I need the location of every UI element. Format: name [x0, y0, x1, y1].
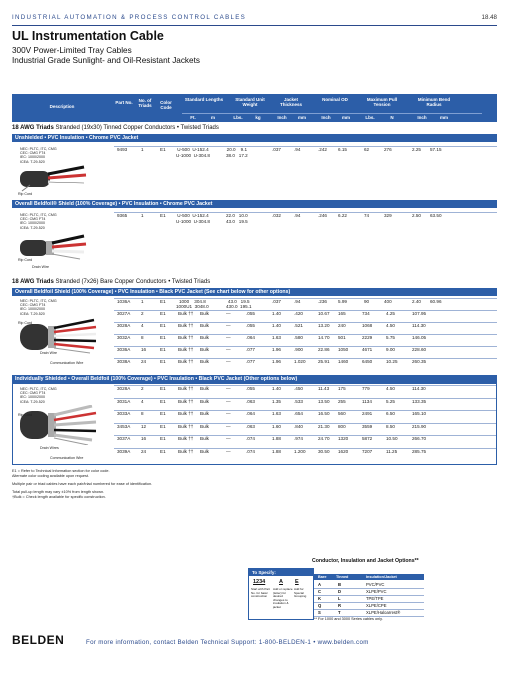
s2-overall-r0-c6: .94 [294, 299, 301, 304]
s2-individual-frame [12, 383, 497, 465]
s1-r2-pull-lbs: 74 [364, 213, 370, 218]
s2-individual-r5-c10: 1620 [338, 448, 349, 454]
col-max-pull: Maximum Pull Tension [366, 97, 398, 107]
unit: mm [341, 115, 350, 120]
s2-individual-r3-c8: .840 [294, 423, 303, 429]
s2-overall-r5-c0: 3038A [117, 359, 131, 364]
s2-overall-r2-c11: 1068 [362, 323, 373, 328]
s2-overall-r3-c13: 146.05 [412, 335, 427, 340]
s1-r2-part: 9365 [117, 213, 128, 218]
s2-overall-r1-c9: 10.67 [318, 311, 330, 316]
s2-overall-r0-c7: .236 [318, 299, 327, 304]
to-specify-title: To Specify: [249, 569, 313, 576]
s1-r1-jacket-mm: .94 [294, 147, 301, 152]
s2-individual-r4-c3: Bulk †† [178, 436, 194, 441]
option-row-2-tinned: L [338, 596, 341, 601]
s2-overall-r5-c4: Bulk [200, 359, 209, 364]
s2-individual-r4-c13: 266.70 [412, 436, 427, 441]
s2-overall-r2-c5: — [226, 323, 231, 328]
unit: Ft. [190, 115, 196, 120]
s2-individual-r3-c13: 215.90 [412, 423, 427, 429]
s2-individual-r2-c5: — [226, 411, 231, 416]
s2-overall-r1-c8: .420 [294, 311, 303, 316]
s2-spec-1: NEC: PLTC, ITC, CMG CEC: CMG FT4 IEC: 1000/2000 ICEA: T-29-520 [20, 299, 57, 316]
subtitle-1: 300V Power-Limited Tray Cables [12, 46, 132, 55]
s2-overall-r0-c3: 1000 304.8 1000U1 3048.0 [176, 299, 209, 310]
s1-r1-color: E1 [160, 147, 166, 152]
s1-r2-jacket-in: .032 [272, 213, 281, 218]
s2-individual-r5-c6: .074 [246, 448, 255, 454]
s2-overall-r5-c9: 25.91 [318, 359, 330, 364]
s2-individual-r0-c9: 11.43 [318, 386, 330, 391]
col-no-triads: No. of Triads [138, 98, 152, 108]
s2-individual-r3-c12: 8.50 [386, 423, 395, 429]
s2-individual-r2-c7: 1.63 [272, 411, 281, 416]
s2-individual-r1-c10: 255 [338, 398, 346, 404]
s2-overall-r2-c8: .521 [294, 323, 303, 328]
section-1-heading [12, 125, 219, 131]
s2-individual-r1-c7: 1.35 [272, 398, 281, 404]
s2-overall-r3-c10: 501 [338, 335, 346, 340]
s2-individual-r2-c11: 2491 [362, 411, 373, 416]
footer-contact: For more information, contact Belden Technical Support: 1-800-BELDEN-1 • www.belden.com [86, 639, 369, 646]
s2-overall-r4-c7: 1.96 [272, 347, 281, 352]
s1-r2-bend-mm: 63.50 [430, 213, 442, 218]
s2-overall-r3-c0: 3032A [117, 335, 131, 340]
s2-individual-r1-c0: 3031A [117, 398, 131, 404]
s2-overall-r3-c5: — [226, 335, 231, 340]
s2-overall-r3-c8: .580 [294, 335, 303, 340]
to-specify-box [248, 568, 314, 620]
col-nominal-od: Nominal OD [322, 97, 348, 102]
unit: Inch [321, 115, 331, 120]
spec-desc-1: Start with Part No. for basic construction [251, 587, 270, 599]
s2-overall-r0-c10: 400 [384, 299, 392, 304]
options-header [314, 574, 424, 580]
s2-individual-r0-c7: 1.40 [272, 386, 281, 391]
label-rip-cord-2: Rip Cord [18, 258, 33, 262]
s2-overall-r2-c3: Bulk †† [178, 323, 194, 328]
s1-r2-color: E1 [160, 213, 166, 218]
s2-individual-r3-c10: 800 [338, 423, 346, 429]
s2-overall-r4-c13: 228.60 [412, 347, 427, 352]
s2-overall-r5-c7: 1.96 [272, 359, 281, 364]
label-comm-wire-2: Communication Wire [50, 456, 84, 460]
s2-individual-r4-c7: 1.88 [272, 436, 281, 441]
s2-spec-2: NEC: PLTC, ITC, CMG CEC: CMG FT4 IEC: 1000/2000 ICEA: T-29-520 [20, 387, 57, 404]
s2-overall-r0-c9: 90 [364, 299, 370, 304]
unit: Lbs. [233, 115, 243, 120]
spec-desc-3: Add for Special Grouping [294, 587, 307, 599]
s1-r2-od-mm: 6.22 [338, 213, 347, 218]
s2-overall-r0-c8: 5.99 [338, 299, 347, 304]
s2-overall-r5-c1: 24 [141, 359, 147, 364]
s2-overall-r5-c6: .077 [246, 359, 255, 364]
row-separator [114, 346, 497, 347]
s2-overall-r4-c9: 22.86 [318, 347, 330, 352]
s2-individual-r4-c6: .074 [246, 436, 255, 441]
s2-overall-r1-c6: .055 [246, 311, 255, 316]
s2-individual-r2-c2: E1 [160, 411, 166, 416]
opt-h-insulation: Insulation/Jacket [366, 575, 397, 579]
s2-overall-r0-c11: 2.40 [412, 299, 421, 304]
s2-overall-r0-c0: 1036A [117, 299, 131, 304]
s2-overall-r1-c7: 1.40 [272, 311, 281, 316]
label-drain-wires: Drain Wires [40, 446, 59, 450]
s2-overall-r3-c12: 5.75 [386, 335, 395, 340]
page-number: 18.48 [481, 14, 497, 21]
s2-overall-r5-c10: 1460 [338, 359, 349, 364]
section-1-desc: Stranded (19x30) Tinned Copper Conductors • Twisted Triads [55, 125, 219, 131]
s2-overall-r0-c2: E1 [160, 299, 166, 304]
label-drain-wire: Drain Wire [32, 265, 49, 269]
s2-overall-r5-c11: 6450 [362, 359, 373, 364]
s2-individual-r5-c11: 7207 [362, 448, 373, 454]
unit: mm [297, 115, 306, 120]
header-rule [12, 25, 497, 26]
spec-letter-1: A [279, 579, 283, 585]
option-row-3-tinned: R [338, 603, 342, 608]
s1-r1-bend-in: 2.25 [412, 147, 421, 152]
section-2-gauge: 18 AWG Triads [12, 279, 54, 285]
s2-overall-r3-c1: 8 [141, 335, 144, 340]
s2-overall-r2-c1: 4 [141, 323, 144, 328]
option-row-0-bare: A [318, 582, 322, 587]
label-rip-cord-3: Rip Cord [18, 321, 33, 325]
s2-individual-r0-c11: 779 [362, 386, 370, 391]
note-4: Total pull-up length may vary ±10% from length shown. [12, 490, 105, 494]
s2-individual-r1-c13: 133.35 [412, 398, 427, 404]
s1-r1-jacket-in: .037 [272, 147, 281, 152]
s1-r2-jacket-mm: .94 [294, 213, 301, 218]
s2-individual-r2-c12: 6.50 [386, 411, 395, 416]
option-row-3-insulation: XLPE/CPE [366, 603, 387, 608]
s2-individual-r4-c5: — [226, 436, 231, 441]
s2-individual-r4-c0: 3037A [117, 436, 131, 441]
s2-individual-r4-c9: 24.70 [318, 436, 330, 441]
page-title: UL Instrumentation Cable [12, 29, 164, 43]
s1-r1-weight: 20.0 9.1 38.0 17.2 [226, 147, 248, 158]
s2-overall-r4-c5: — [226, 347, 231, 352]
s2-overall-r4-c3: Bulk †† [178, 347, 194, 352]
options-footnote: ** For 1000 and 3000 Series cables only. [314, 617, 383, 621]
spec-desc-2: Add or replace (letter) for desired changes to insulation & jacket [273, 587, 293, 609]
col-std-lengths: Standard Lengths [184, 97, 224, 102]
s2-overall-r3-c6: .064 [246, 335, 255, 340]
s2-overall-r1-c10: 165 [338, 311, 346, 316]
s2-individual-r0-c4: Bulk [200, 386, 209, 391]
option-row-1-insulation: XLPE/PVC [366, 589, 387, 594]
section-2-heading [12, 279, 210, 285]
subtitle-2: Industrial Grade Sunlight- and Oil-Resistant Jackets [12, 56, 200, 65]
s2-individual-r4-c10: 1320 [338, 436, 349, 441]
s2-individual-r5-c7: 1.88 [272, 448, 281, 454]
s2-overall-r2-c6: .055 [246, 323, 255, 328]
option-row-2-bare: K [318, 596, 322, 601]
option-row-3-bare: Q [318, 603, 322, 608]
s2-individual-r0-c6: .055 [246, 386, 255, 391]
s2-overall-r2-c4: Bulk [200, 323, 209, 328]
s2-overall-r1-c3: Bulk †† [178, 311, 194, 316]
opt-h-tinned: Tinned [336, 575, 349, 579]
s2-individual-r4-c8: .974 [294, 436, 303, 441]
s1-r2-weight: 22.0 10.0 43.0 19.5 [226, 213, 248, 224]
s2-individual-r3-c2: E1 [160, 423, 166, 429]
col-description: Description [49, 104, 75, 109]
s1-spec-2: NEC: PLTC, ITC, CMG CEC: CMG FT4 IEC: 1000/2000 ICEA: T-29-520 [20, 213, 57, 230]
option-row-1-bare: C [318, 589, 322, 594]
s2-overall-r4-c10: 1050 [338, 347, 349, 352]
opt-h-bare: Bare [318, 575, 327, 579]
s2-overall-r1-c11: 734 [362, 311, 370, 316]
label-comm-wire: Communication Wire [50, 361, 84, 365]
s2-overall-r3-c9: 14.70 [318, 335, 330, 340]
s2-individual-r4-c4: Bulk [200, 436, 209, 441]
note-3: Multiple pair or triad cables have each pair/triad numbered for ease of identification. [12, 482, 153, 486]
footer [12, 633, 497, 647]
s2-individual-r2-c9: 16.50 [318, 411, 330, 416]
unit: N [390, 115, 394, 120]
s2-individual-r3-c4: Bulk [200, 423, 209, 429]
s2-overall-r0-c1: 1 [141, 299, 144, 304]
s1-r2-lengths: U-500 U-152.4 U-1000 U-304.8 [176, 213, 210, 224]
s1-bar-shielded: Overall Beldfoil® Shield (100% Coverage) • PVC Insulation • Chrome PVC Jacket [12, 200, 497, 208]
s2-overall-r4-c2: E1 [160, 347, 166, 352]
label-drain-wire-2: Drain Wire [40, 351, 57, 355]
s2-individual-r5-c0: 3039A [117, 448, 131, 454]
s2-overall-r5-c2: E1 [160, 359, 166, 364]
s2-individual-r5-c4: Bulk [200, 448, 209, 454]
s2-individual-r5-c1: 24 [141, 448, 147, 454]
s2-individual-r5-c3: Bulk †† [178, 448, 194, 454]
s2-overall-r2-c13: 114.30 [412, 323, 426, 328]
s1-r1-od-mm: 6.15 [338, 147, 347, 152]
s1-r2-od-in: .246 [318, 213, 327, 218]
s1-r2-bend-in: 2.50 [412, 213, 421, 218]
s2-overall-r2-c2: E1 [160, 323, 166, 328]
unit: Inch [277, 115, 287, 120]
s2-individual-r4-c11: 5872 [362, 436, 373, 441]
cable-image-unshielded [20, 163, 90, 193]
option-row-4-tinned: T [338, 610, 341, 615]
s2-overall-r1-c13: 107.95 [412, 311, 427, 316]
s2-individual-r2-c10: 560 [338, 411, 346, 416]
note-1: E1 = Refer to Technical Information section for color code. [12, 469, 110, 473]
s1-bar-unshielded: Unshielded • PVC Insulation • Chrome PVC Jacket [12, 134, 497, 142]
s2-individual-r2-c13: 165.10 [412, 411, 427, 416]
label-rip-cord-4: Rip Cord [18, 413, 33, 417]
s2-individual-r0-c8: .450 [294, 386, 303, 391]
s2-overall-r3-c2: E1 [160, 335, 166, 340]
s1-r1-pull-n: 276 [384, 147, 392, 152]
s2-individual-r2-c1: 8 [141, 411, 144, 416]
s2-individual-r1-c3: Bulk †† [178, 398, 194, 404]
s2-overall-r3-c4: Bulk [200, 335, 209, 340]
s2-overall-r3-c7: 1.63 [272, 335, 281, 340]
s1-r1-pull-lbs: 62 [364, 147, 370, 152]
s1-r1-od-in: .242 [318, 147, 327, 152]
belden-logo: BELDEN [12, 633, 65, 647]
s2-overall-r1-c12: 4.25 [386, 311, 395, 316]
unit: Inch [417, 115, 427, 120]
header-category: INDUSTRIAL AUTOMATION & PROCESS CONTROL CABLES [12, 14, 247, 21]
s2-overall-r2-c9: 13.20 [318, 323, 330, 328]
option-row-0-insulation: PVC/PVC [366, 582, 385, 587]
note-5: †Bulk = Check length available for specific construction. [12, 495, 106, 499]
s2-overall-r1-c1: 2 [141, 311, 144, 316]
spec-letter-2: E [295, 579, 299, 585]
option-row-2-insulation: TPE/TPE [366, 596, 384, 601]
s2-individual-r0-c2: E1 [160, 386, 166, 391]
s2-individual-r5-c13: 285.75 [412, 448, 427, 454]
s2-individual-r4-c2: E1 [160, 436, 166, 441]
s2-individual-r1-c12: 5.25 [386, 398, 395, 404]
s2-individual-r5-c2: E1 [160, 448, 166, 454]
s2-overall-r3-c11: 2229 [362, 335, 373, 340]
option-row-0-tinned: B [338, 582, 342, 587]
s2-bar-individual: Individually Shielded • Overall Beldfoil (100% Coverage) • PVC Insulation • Black PVC Jacket (Other options below) [12, 375, 497, 383]
s2-overall-r5-c3: Bulk †† [178, 359, 194, 364]
s2-overall-r4-c4: Bulk [200, 347, 209, 352]
s2-individual-r1-c11: 1134 [362, 398, 372, 404]
s2-overall-r1-c2: E1 [160, 311, 166, 316]
s2-individual-r0-c12: 4.50 [386, 386, 395, 391]
s2-overall-r1-c4: Bulk [200, 311, 209, 316]
s2-individual-r2-c0: 3033A [117, 411, 131, 416]
s2-overall-r5-c13: 260.35 [412, 359, 427, 364]
s2-individual-r5-c5: — [226, 448, 231, 454]
s1-r2-pull-n: 329 [384, 213, 392, 218]
col-min-bend: Minimum Bend Radius [417, 97, 451, 107]
s2-individual-r0-c0: 3028A [117, 386, 131, 391]
row-separator [114, 310, 497, 311]
col-color-code: Color Code [160, 100, 172, 110]
option-row-4-bare: S [318, 610, 321, 615]
s2-overall-r0-c4: 43.0 19.5 430.0 195.1 [226, 299, 252, 310]
s2-overall-r3-c3: Bulk †† [178, 335, 194, 340]
s2-individual-r2-c4: Bulk [200, 411, 209, 416]
s2-individual-r0-c13: 114.30 [412, 386, 426, 391]
col-jacket-thickness: Jacket Thickness [279, 97, 302, 107]
unit: mm [439, 115, 448, 120]
section-2-desc: Stranded (7x26) Bare Copper Conductors • Twisted Triads [55, 279, 211, 285]
s1-r1-bend-mm: 57.15 [430, 147, 442, 152]
s2-individual-r2-c8: .654 [294, 411, 303, 416]
s2-individual-r1-c1: 4 [141, 398, 144, 404]
label-rip-cord: Rip Cord [18, 192, 33, 196]
s2-individual-r3-c9: 21.30 [318, 423, 330, 429]
s2-individual-r1-c5: — [226, 398, 231, 404]
s2-individual-r5-c8: 1.200 [294, 448, 306, 454]
unit: Lbs. [365, 115, 375, 120]
s2-individual-r0-c5: — [226, 386, 231, 391]
s2-individual-r5-c12: 11.25 [386, 448, 398, 454]
s1-r1-triads: 1 [141, 147, 144, 152]
s2-overall-r2-c7: 1.40 [272, 323, 281, 328]
s2-individual-r2-c3: Bulk †† [178, 411, 194, 416]
s2-individual-r3-c11: 3559 [362, 423, 373, 429]
row-separator [114, 322, 497, 323]
s2-overall-r2-c0: 3028A [117, 323, 131, 328]
row-separator [114, 334, 497, 335]
s2-individual-r3-c5: — [226, 423, 231, 429]
s2-individual-r3-c1: 12 [141, 423, 147, 429]
s2-overall-r5-c5: — [226, 359, 231, 364]
s2-individual-r1-c9: 13.50 [318, 398, 330, 404]
s2-individual-r4-c1: 16 [141, 436, 147, 441]
s2-individual-r4-c12: 10.50 [386, 436, 398, 441]
s2-individual-r3-c7: 1.60 [272, 423, 281, 429]
s2-overall-r4-c1: 16 [141, 347, 147, 352]
s2-individual-r0-c3: Bulk †† [178, 386, 194, 391]
s1-r2-triads: 1 [141, 213, 144, 218]
section-1-gauge: 18 AWG Triads [12, 125, 54, 131]
option-row-1-tinned: D [338, 589, 342, 594]
s2-overall-r1-c5: — [226, 311, 231, 316]
s2-bar-overall: Overall Beldfoil Shield (100% Coverage) • PVC Insulation • Black PVC Jacket (See chart below for other options) [12, 288, 497, 296]
unit: kg [255, 115, 261, 120]
s2-individual-r1-c2: E1 [160, 398, 166, 404]
options-title: Conductor, Insulation and Jacket Options** [312, 558, 419, 564]
s2-overall-r0-c5: .037 [272, 299, 281, 304]
s2-overall-r1-c0: 3027A [117, 311, 131, 316]
s2-individual-r2-c6: .064 [246, 411, 255, 416]
s2-overall-r4-c11: 4671 [362, 347, 373, 352]
s2-overall-r0-c12: 60.96 [430, 299, 442, 304]
s2-overall-r5-c12: 10.25 [386, 359, 398, 364]
s2-overall-r2-c12: 4.50 [386, 323, 395, 328]
s2-individual-r3-c0: 3453A [117, 423, 131, 429]
s2-individual-r3-c6: .063 [246, 423, 255, 429]
s2-individual-r1-c4: Bulk [200, 398, 209, 404]
s2-overall-r4-c8: .900 [294, 347, 303, 352]
option-row-4-insulation: XLPE/Haloarrest® [366, 610, 401, 615]
s2-overall-r5-c8: 1.020 [294, 359, 306, 364]
s2-individual-r3-c3: Bulk †† [178, 423, 194, 429]
s1-spec-1: NEC: PLTC, ITC, CMG CEC: CMG FT4 IEC: 1000/2000 ICEA: T-29-520 [20, 147, 57, 164]
note-2: Alternate color coding available upon request. [12, 474, 90, 478]
s1-r1-part: 9493 [117, 147, 128, 152]
s2-individual-r1-c6: .063 [246, 398, 255, 404]
s2-individual-r0-c1: 2 [141, 386, 144, 391]
table-column-header [12, 94, 497, 122]
s2-individual-r5-c9: 30.50 [318, 448, 330, 454]
s2-overall-r2-c10: 240 [338, 323, 346, 328]
unit: m [210, 115, 215, 120]
s2-overall-r4-c0: 3036A [117, 347, 131, 352]
s2-individual-r1-c8: .533 [294, 398, 303, 404]
col-std-weight: Standard Unit Weight [235, 97, 265, 107]
s2-overall-r4-c12: 9.00 [386, 347, 395, 352]
col-part-no: Part No. [115, 100, 133, 105]
s1-r1-lengths: U-500 U-152.4 U-1000 U-304.8 [176, 147, 210, 158]
spec-part: 1234 [253, 579, 266, 585]
s2-individual-r0-c10: 175 [338, 386, 346, 391]
s2-overall-r4-c6: .077 [246, 347, 255, 352]
